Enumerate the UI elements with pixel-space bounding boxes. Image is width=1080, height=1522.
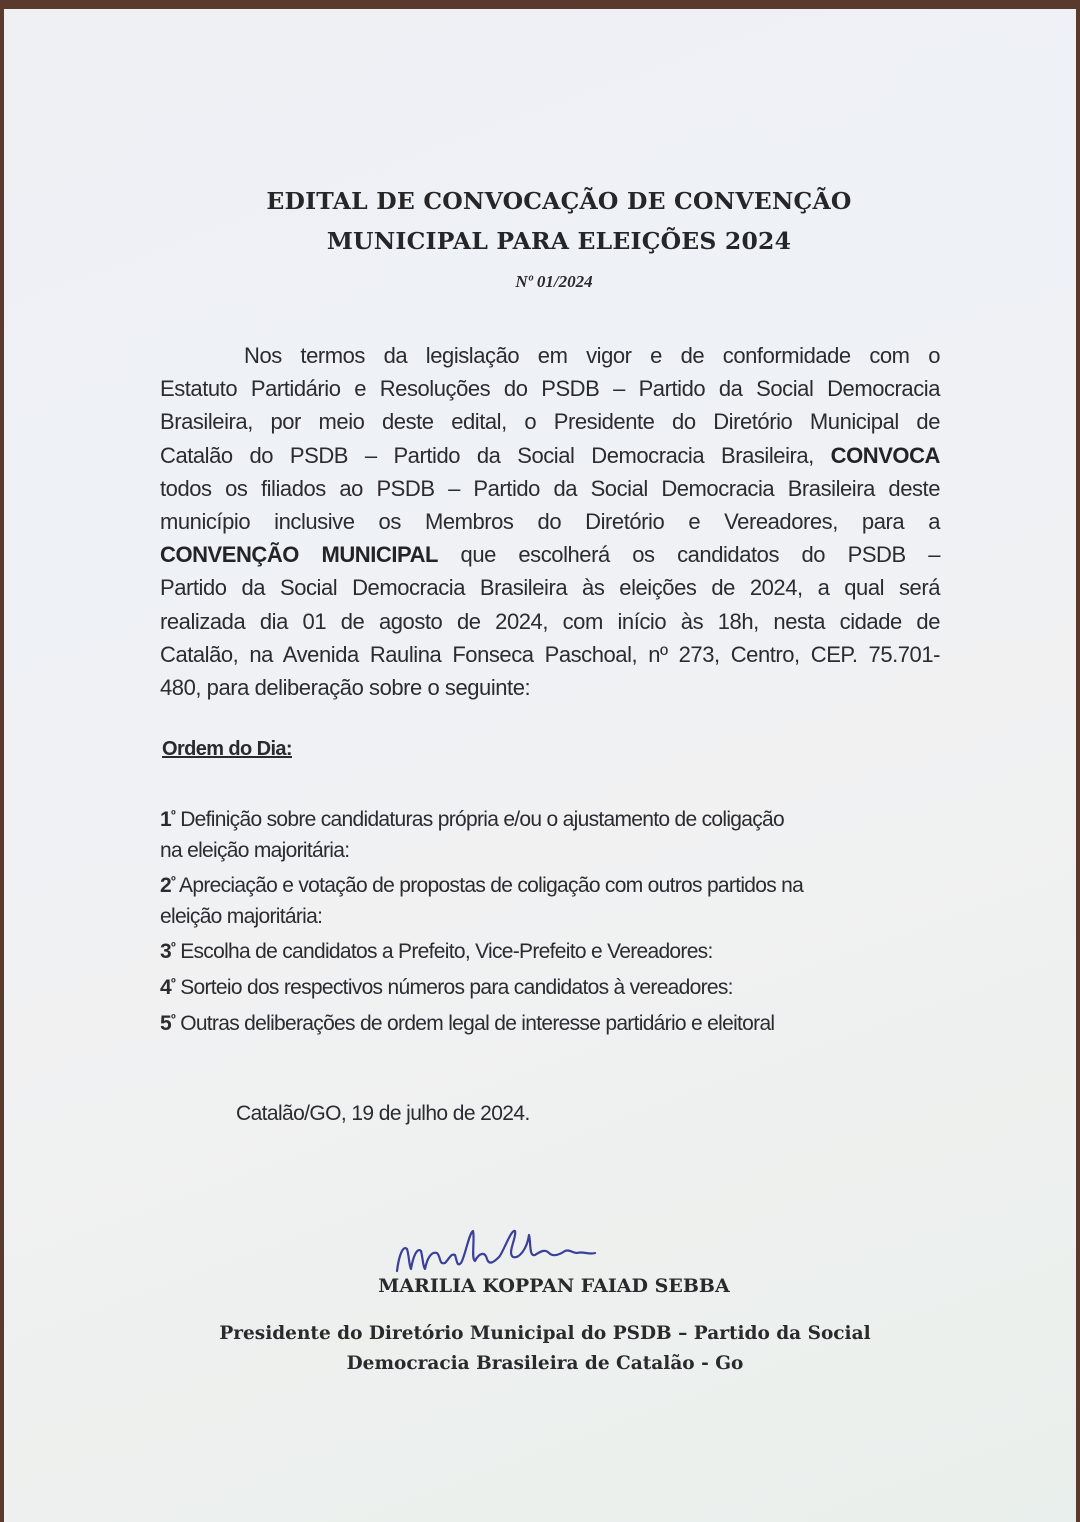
- document-number: Nº 01/2024: [515, 272, 593, 291]
- agenda-ordinal: 4: [160, 975, 171, 999]
- agenda-ordinal: 2: [160, 874, 171, 898]
- agenda-item: [160, 932, 950, 968]
- agenda-text-cont: eleição majoritária:: [160, 904, 323, 928]
- body-paragraph: [160, 339, 940, 704]
- agenda-text-cont: na eleição majoritária:: [160, 838, 350, 862]
- agenda-item: [160, 1004, 950, 1040]
- agenda-ordinal: 1: [160, 808, 171, 831]
- convoca-emphasis: CONVOCA: [830, 442, 940, 468]
- agenda-item: [160, 866, 950, 932]
- agenda-text: Apreciação e votação de propostas de coligação com outros partidos na: [179, 874, 804, 898]
- ordinal-mark: º: [170, 939, 176, 955]
- body-line: [160, 439, 940, 472]
- convencao-emphasis: CONVENÇÃO MUNICIPAL: [160, 542, 439, 568]
- body-line: Estatuto Partidário e Resoluções do PSDB – Partido da Social Democracia: [160, 376, 940, 402]
- agenda-ordinal: 5: [160, 1011, 171, 1035]
- agenda-text: Definição sobre candidaturas própria e/ou o ajustamento de coligação: [180, 808, 784, 831]
- agenda-item: [160, 968, 950, 1004]
- ordinal-mark: º: [170, 1010, 176, 1026]
- ordinal-mark: º: [170, 974, 176, 990]
- ordem-do-dia-heading: Ordem do Dia:: [162, 738, 292, 760]
- place-date: Catalão/GO, 19 de julho de 2024.: [236, 1102, 530, 1125]
- agenda-text: Escolha de candidatos a Prefeito, Vice-Prefeito e Vereadores:: [180, 940, 713, 964]
- document-page: [4, 9, 1076, 1522]
- agenda-list: [160, 800, 950, 1039]
- body-line: Partido da Social Democracia Brasileira às eleições de 2024, a qual será: [160, 575, 940, 601]
- agenda-ordinal: 3: [160, 940, 171, 964]
- body-line: Nos termos da legislação em vigor e de conformidade com o: [244, 343, 940, 368]
- ordinal-mark: º: [170, 807, 176, 822]
- document-title-line-1: EDITAL DE CONVOCAÇÃO DE CONVENÇÃO: [266, 187, 852, 215]
- ordinal-mark: º: [170, 873, 176, 889]
- body-line: todos os filiados ao PSDB – Partido da Social Democracia Brasileira deste: [160, 475, 940, 501]
- body-line-text: que escolherá os candidatos do PSDB –: [460, 542, 941, 568]
- signer-role-line-2: Democracia Brasileira de Catalão - Go: [346, 1353, 744, 1374]
- agenda-item: [160, 800, 950, 866]
- agenda-text: Outras deliberações de ordem legal de interesse partidário e eleitoral: [180, 1011, 775, 1035]
- handwritten-signature: [389, 1219, 629, 1279]
- body-line: [160, 538, 940, 571]
- body-line: município inclusive os Membros do Diretório e Vereadores, para a: [160, 509, 940, 535]
- body-line: Catalão, na Avenida Raulina Fonseca Paschoal, nº 273, Centro, CEP. 75.701-: [160, 641, 940, 667]
- signer-role-line-1: Presidente do Diretório Municipal do PSDB – Partido da Social: [219, 1323, 871, 1344]
- signer-name: MARILIA KOPPAN FAIAD SEBBA: [378, 1275, 730, 1297]
- document-title-line-2: MUNICIPAL PARA ELEIÇÕES 2024: [326, 227, 792, 255]
- body-line: Brasileira, por meio deste edital, o Presidente do Diretório Municipal de: [160, 409, 940, 435]
- body-line: 480, para deliberação sobre o seguinte:: [160, 675, 531, 701]
- body-line: realizada dia 01 de agosto de 2024, com início às 18h, nesta cidade de: [160, 608, 940, 634]
- agenda-text: Sorteio dos respectivos números para candidatos à vereadores:: [180, 975, 733, 999]
- body-line-text: Catalão do PSDB – Partido da Social Democracia Brasileira,: [160, 442, 814, 468]
